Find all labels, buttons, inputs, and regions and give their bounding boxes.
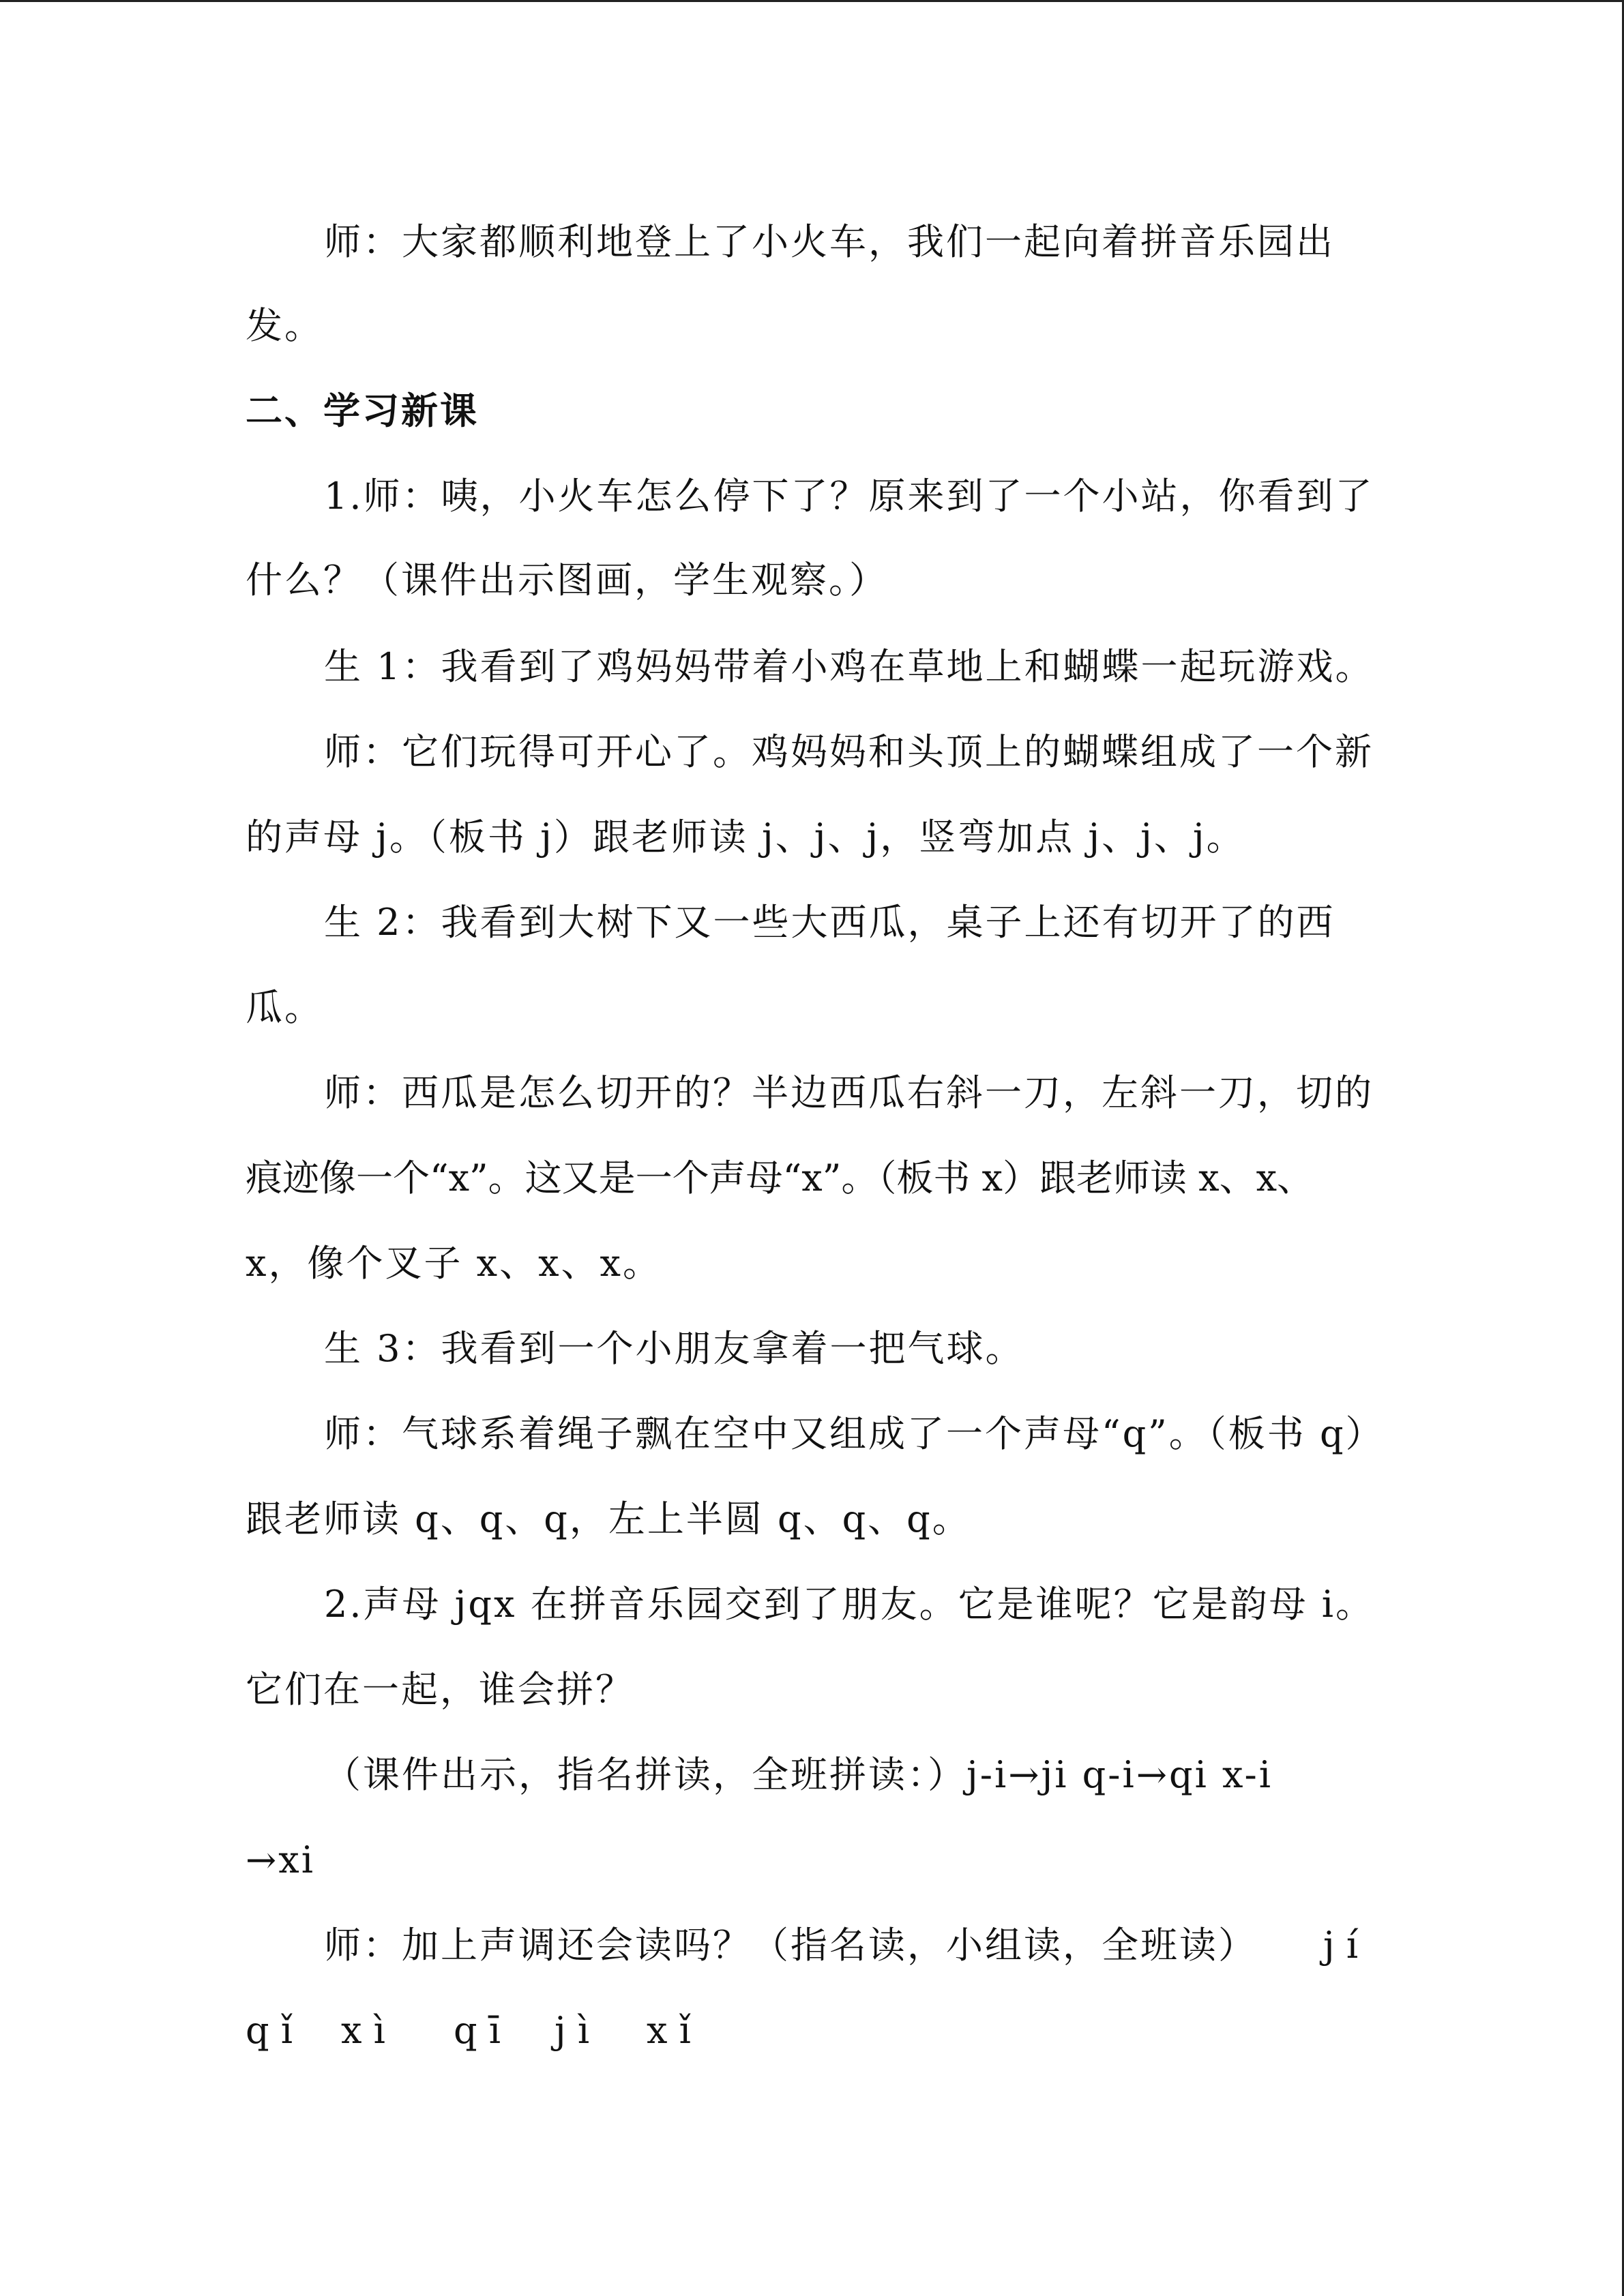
paragraph-line: 发。 xyxy=(246,304,323,347)
paragraph-line: 生 2：我看到大树下又一些大西瓜，桌子上还有切开了的西 xyxy=(324,901,1335,944)
paragraph-line: 它们在一起，谁会拼？ xyxy=(246,1668,634,1711)
section-heading: 二、学习新课 xyxy=(246,389,479,432)
paragraph-line: 跟老师读 q、q、q，左上半圆 q、q、q。 xyxy=(246,1497,971,1540)
paragraph-line: 师：它们玩得可开心了。鸡妈妈和头顶上的蝴蝶组成了一个新 xyxy=(324,730,1374,773)
paragraph-line: 师：加上声调还会读吗？（指名读，小组读，全班读） xyxy=(324,1924,1257,1967)
paragraph-line: 痕迹像一个“x”。这又是一个声母“x”。（板书 x）跟老师读 x、x、 xyxy=(246,1157,1314,1199)
paragraph-line: →xi xyxy=(246,1838,315,1881)
paragraph-line: 瓜。 xyxy=(246,986,323,1029)
paragraph-line: x，像个叉子 x、x、x。 xyxy=(246,1242,662,1285)
pinyin-syllable: x ì xyxy=(341,2009,385,2052)
paragraph-line: 生 3：我看到一个小朋友拿着一把气球。 xyxy=(324,1327,1024,1370)
paragraph-line: 生 1：我看到了鸡妈妈带着小鸡在草地上和蝴蝶一起玩游戏。 xyxy=(324,645,1374,688)
pinyin-syllable: j ì xyxy=(555,2009,590,2052)
paragraph-line: （课件出示，指名拼读，全班拼读：）j-i→ji q-i→qi x-i xyxy=(324,1753,1273,1796)
paragraph-line: 师：西瓜是怎么切开的？半边西瓜右斜一刀，左斜一刀，切的 xyxy=(324,1071,1374,1114)
pinyin-syllable: q ǐ xyxy=(246,2009,293,2052)
paragraph-line: 1.师：咦，小火车怎么停下了？原来到了一个小站，你看到了 xyxy=(324,475,1374,518)
pinyin-syllable: x ǐ xyxy=(647,2009,691,2052)
paragraph-line: 什么？（课件出示图画，学生观察。） xyxy=(246,558,888,601)
pinyin-syllable: q ī xyxy=(454,2009,501,2052)
pinyin-syllable: j í xyxy=(1323,1924,1359,1967)
paragraph-line: 师：大家都顺利地登上了小火车，我们一起向着拼音乐园出 xyxy=(324,220,1335,263)
paragraph-line: 2.声母 jqx 在拼音乐园交到了朋友。它是谁呢？它是韵母 i。 xyxy=(324,1583,1375,1626)
paragraph-line: 师：气球系着绳子飘在空中又组成了一个声母“q”。（板书 q） xyxy=(324,1412,1385,1455)
paragraph-line: 的声母 j。（板书 j）跟老师读 j、j、j，竖弯加点 j、j、j。 xyxy=(246,816,1245,859)
